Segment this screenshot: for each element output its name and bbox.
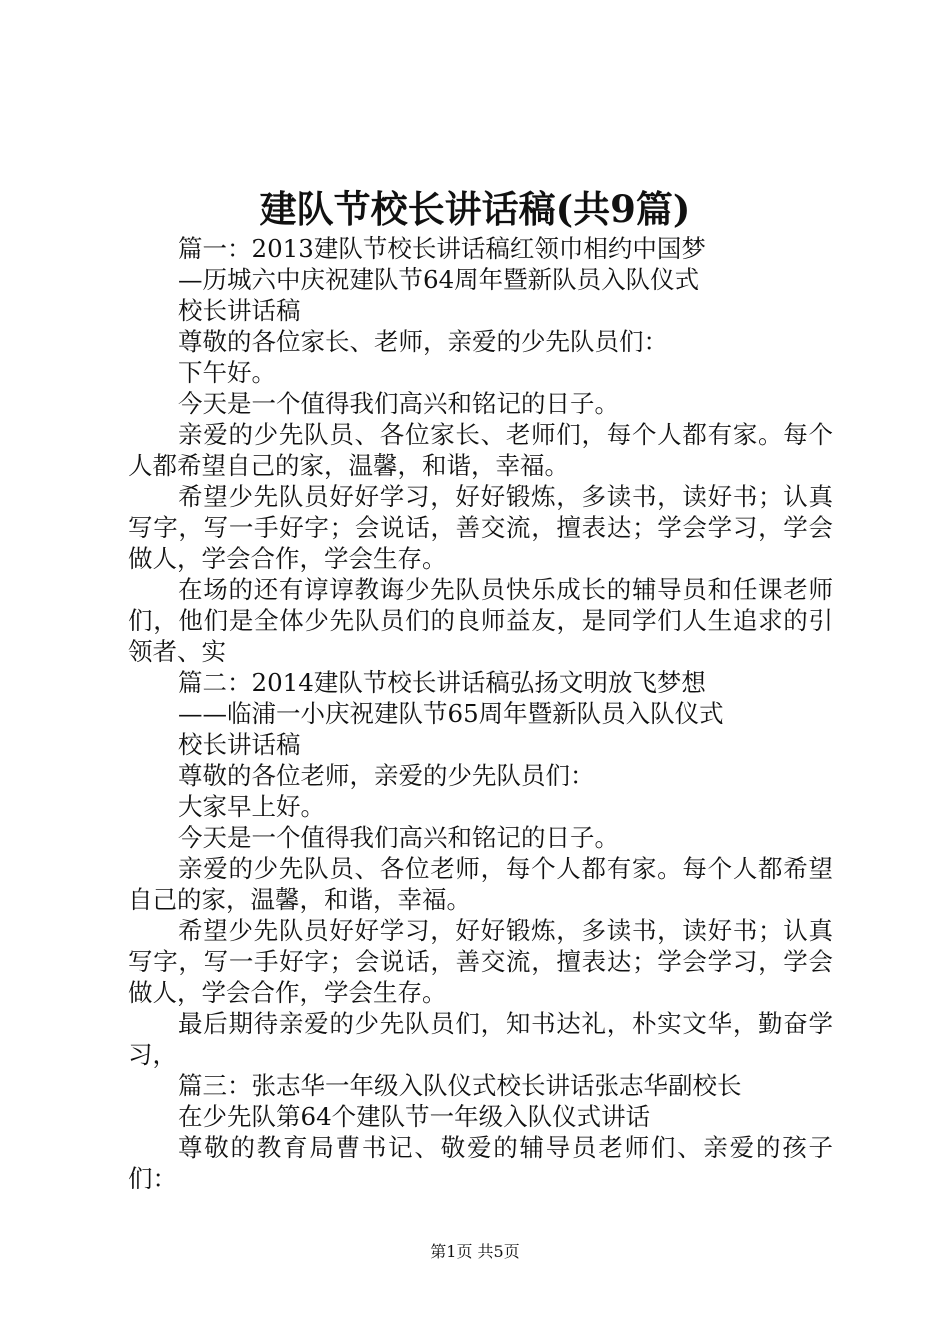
paragraph: 篇二：2014建队节校长讲话稿弘扬文明放飞梦想 bbox=[178, 668, 706, 697]
document-title: 建队节校长讲话稿(共9篇) bbox=[259, 187, 691, 231]
paragraph: 今天是一个值得我们高兴和铭记的日子。 bbox=[178, 389, 619, 418]
paragraph: 在少先队第64个建队节一年级入队仪式讲话 bbox=[178, 1102, 651, 1131]
paragraph: 亲爱的少先队员、各位老师，每个人都有家。每个人都希望自己的家，温馨，和谐，幸福。 bbox=[128, 854, 833, 914]
page-footer: 第1页 共5页 bbox=[430, 1242, 520, 1261]
paragraph: ——临浦一小庆祝建队节65周年暨新队员入队仪式 bbox=[178, 699, 724, 728]
paragraph: 最后期待亲爱的少先队员们，知书达礼，朴实文华，勤奋学习， bbox=[128, 1009, 833, 1069]
paragraph: 尊敬的各位老师，亲爱的少先队员们： bbox=[178, 761, 595, 790]
paragraph: 希望少先队员好好学习，好好锻炼，多读书，读好书；认真写字，写一手好字；会说话，善交流，擅表达；学会学习，学会做人，学会合作，学会生存。 bbox=[128, 916, 833, 1007]
paragraph: 大家早上好。 bbox=[178, 792, 325, 821]
paragraph: 尊敬的各位家长、老师，亲爱的少先队员们： bbox=[178, 327, 668, 356]
document-body bbox=[128, 233, 833, 1194]
paragraph: 希望少先队员好好学习，好好锻炼，多读书，读好书；认真写字，写一手好字；会说话，善交流，擅表达；学会学习，学会做人，学会合作，学会生存。 bbox=[128, 482, 833, 573]
paragraph: 在场的还有谆谆教诲少先队员快乐成长的辅导员和任课老师们，他们是全体少先队员们的良师益友，是同学们人生追求的引领者、实 bbox=[128, 575, 833, 666]
paragraph: 下午好。 bbox=[178, 358, 276, 387]
paragraph: 尊敬的教育局曹书记、敬爱的辅导员老师们、亲爱的孩子们： bbox=[128, 1133, 833, 1193]
paragraph: 篇三：张志华一年级入队仪式校长讲话张志华副校长 bbox=[178, 1071, 742, 1100]
paragraph: 校长讲话稿 bbox=[178, 730, 301, 759]
paragraph: 校长讲话稿 bbox=[178, 296, 301, 325]
paragraph: 亲爱的少先队员、各位家长、老师们，每个人都有家。每个人都希望自己的家，温馨，和谐，幸福。 bbox=[128, 420, 833, 480]
paragraph: 篇一：2013建队节校长讲话稿红领巾相约中国梦 bbox=[178, 234, 706, 263]
paragraph: —历城六中庆祝建队节64周年暨新队员入队仪式 bbox=[178, 265, 700, 294]
paragraph: 今天是一个值得我们高兴和铭记的日子。 bbox=[178, 823, 619, 852]
